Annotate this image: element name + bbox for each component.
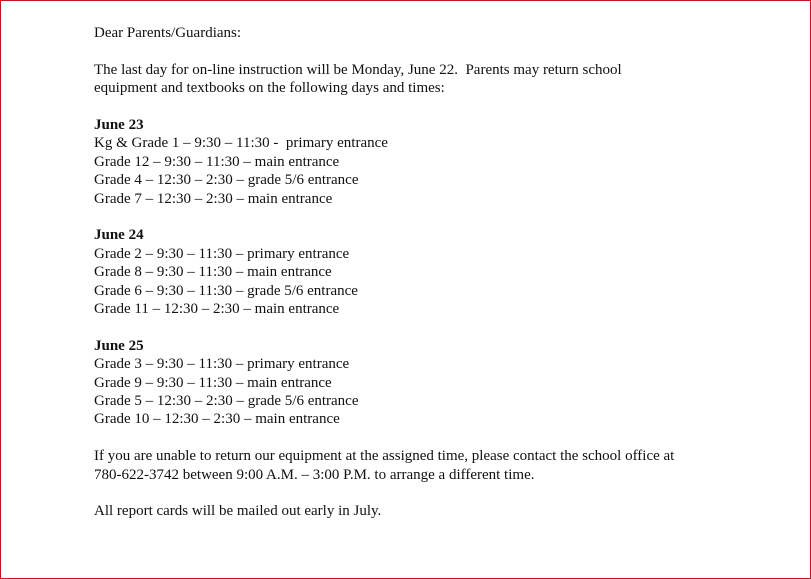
schedule-line: Grade 6 – 9:30 – 11:30 – grade 5/6 entrance (94, 282, 358, 299)
contact-line: 780-622-3742 between 9:00 A.M. – 3:00 P.M. to arrange a different time. (94, 466, 535, 483)
schedule-line: Grade 4 – 12:30 – 2:30 – grade 5/6 entrance (94, 172, 359, 189)
letter-body (94, 24, 774, 539)
schedule-date-heading: June 23 (94, 117, 144, 133)
schedule-line: Grade 9 – 9:30 – 11:30 – main entrance (94, 374, 332, 391)
schedule-line: Grade 7 – 12:30 – 2:30 – main entrance (94, 190, 333, 207)
schedule-june-24 (94, 226, 774, 318)
schedule-line: Grade 3 – 9:30 – 11:30 – primary entrance (94, 356, 350, 373)
schedule-line: Grade 2 – 9:30 – 11:30 – primary entrance (94, 245, 350, 262)
intro-line: The last day for on-line instruction will be Monday, June 22. Parents may return school (94, 61, 622, 78)
salutation: Dear Parents/Guardians: (94, 25, 242, 41)
intro-line: equipment and textbooks on the following days and times: (94, 80, 445, 97)
schedule-date-heading: June 25 (94, 337, 144, 354)
schedule-line: Kg & Grade 1 – 9:30 – 11:30 - primary entrance (94, 135, 388, 152)
contact-line: If you are unable to return our equipment at the assigned time, please contact the school office at (94, 448, 675, 465)
schedule-june-25 (94, 337, 774, 429)
intro-paragraph (94, 61, 774, 98)
schedule-line: Grade 11 – 12:30 – 2:30 – main entrance (94, 301, 340, 318)
schedule-line: Grade 12 – 9:30 – 11:30 – main entrance (94, 153, 340, 170)
schedule-line: Grade 5 – 12:30 – 2:30 – grade 5/6 entrance (94, 393, 359, 410)
schedule-june-23 (94, 116, 774, 208)
schedule-line: Grade 8 – 9:30 – 11:30 – main entrance (94, 264, 332, 281)
schedule-line: Grade 10 – 12:30 – 2:30 – main entrance (94, 411, 340, 428)
schedule-date-heading: June 24 (94, 227, 144, 244)
closing-paragraph: All report cards will be mailed out early in July. (94, 503, 382, 520)
contact-paragraph (94, 447, 774, 484)
